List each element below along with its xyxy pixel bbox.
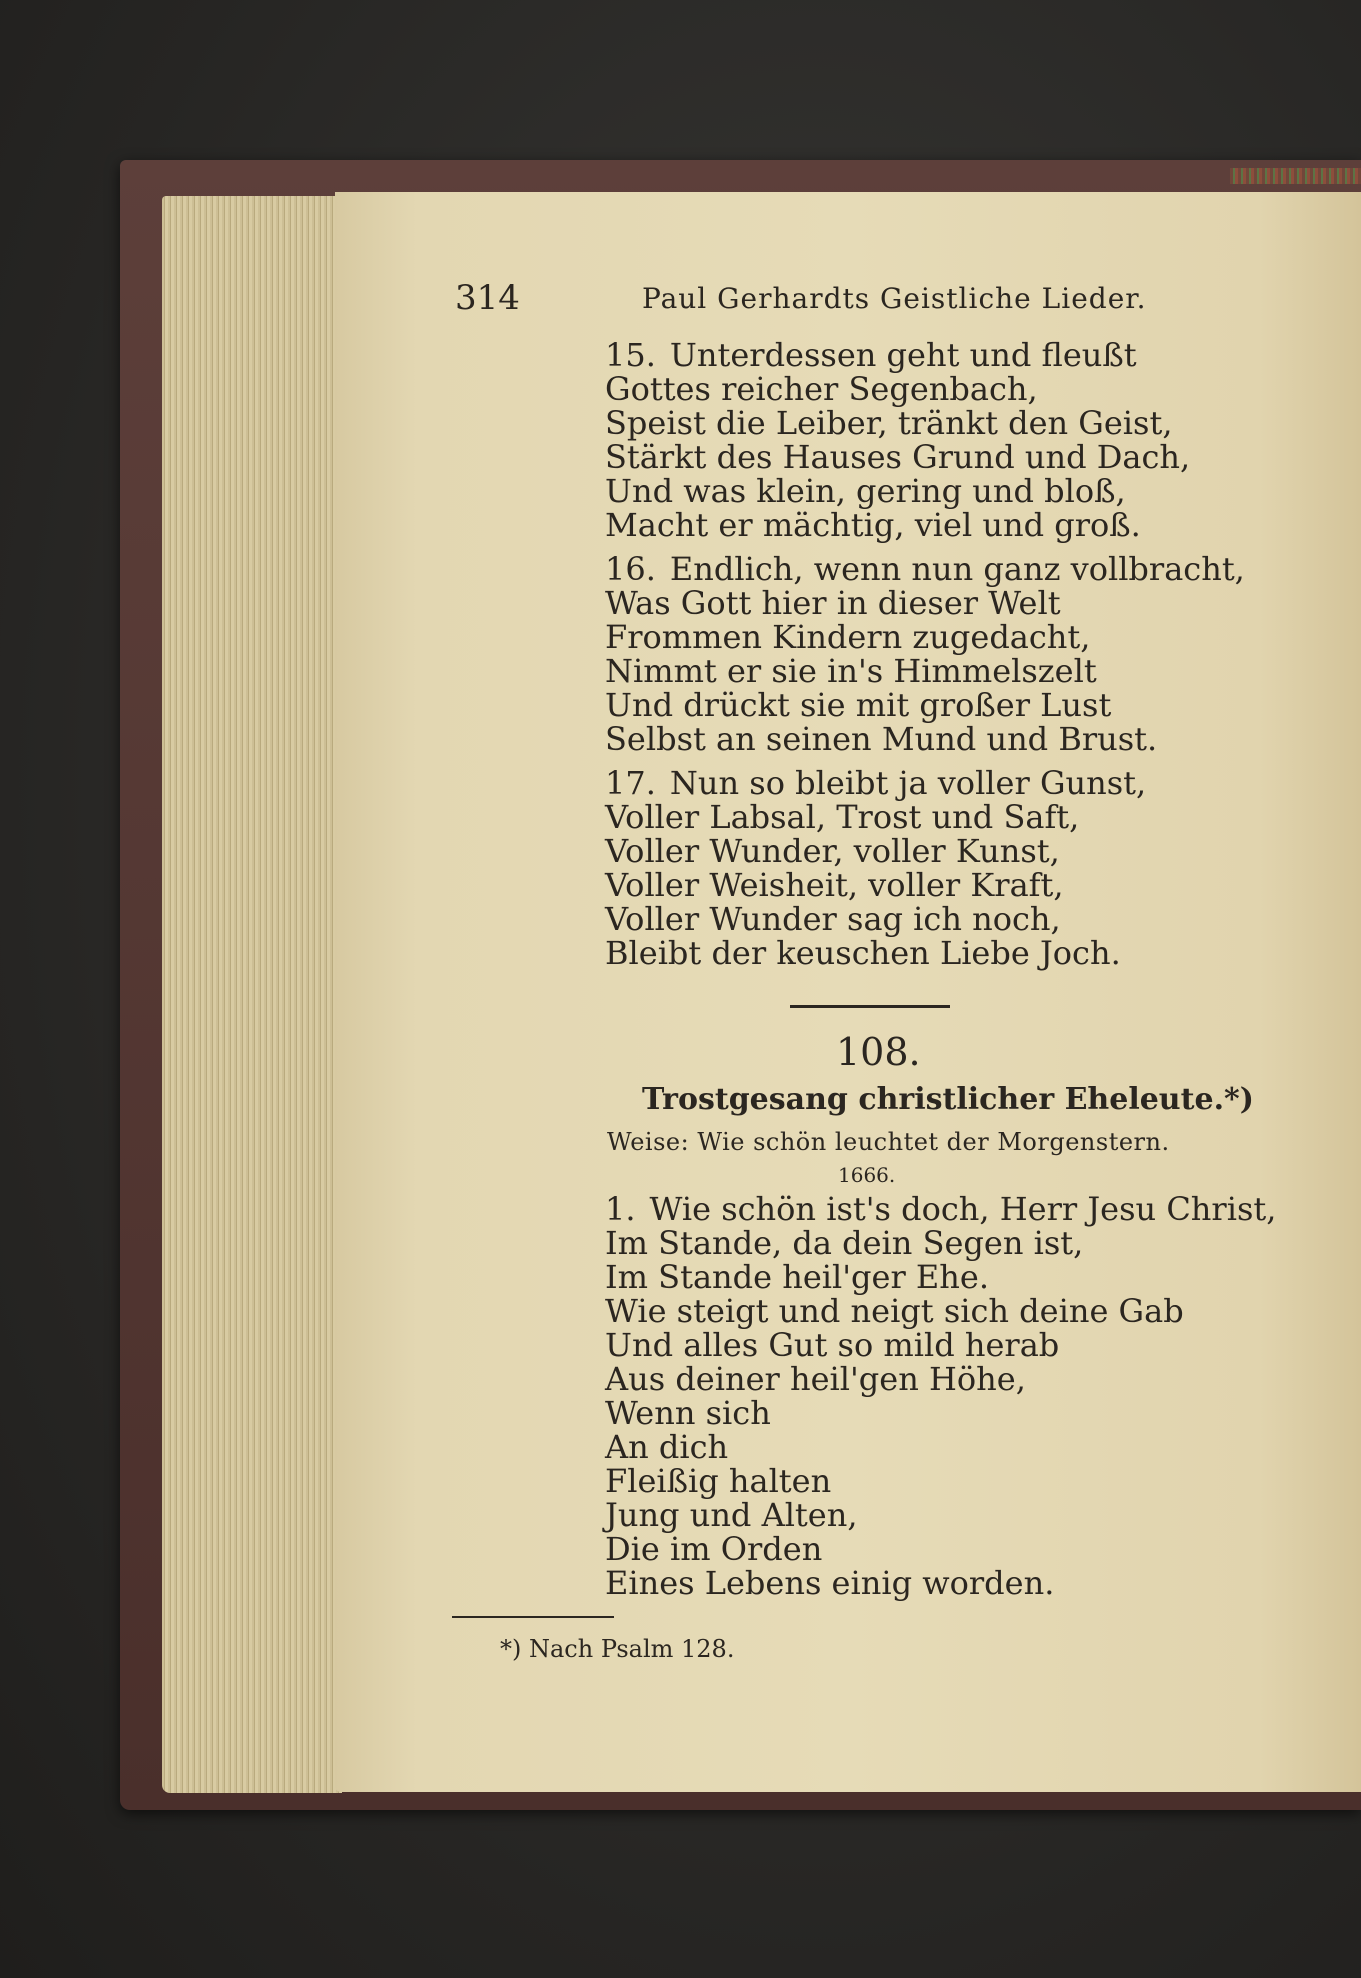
stanza-line: 17. Nun so bleibt ja voller Gunst, [605, 764, 1147, 802]
stanza-line: Wenn sich [605, 1394, 771, 1432]
stanza-line: 15. Unterdessen geht und fleußt [605, 336, 1137, 374]
stanza-number: 1. [605, 1190, 636, 1228]
stanza-line: Voller Wunder sag ich noch, [605, 900, 1061, 938]
stanza-line: Frommen Kindern zugedacht, [605, 618, 1091, 656]
stanza-line: Und was klein, gering und bloß, [605, 472, 1126, 510]
hymn-title: Trostgesang christlicher Eheleute.*) [642, 1082, 1254, 1117]
stanza-line: Die im Orden [605, 1530, 823, 1568]
cover-headband [1230, 168, 1361, 184]
hymn-melody: Weise: Wie schön leuchtet der Morgenstern. [607, 1128, 1170, 1156]
stanza-line: Jung und Alten, [605, 1496, 858, 1534]
stanza-line: Und alles Gut so mild herab [605, 1326, 1060, 1364]
stanza-line: Gottes reicher Segenbach, [605, 370, 1038, 408]
stanza-17 [605, 766, 1146, 970]
stanza-line: 16. Endlich, wenn nun ganz vollbracht, [605, 550, 1245, 588]
stanza-line: Macht er mächtig, viel und groß. [605, 506, 1141, 544]
hymn-stanza-1 [605, 1192, 1276, 1600]
stanza-line: Und drückt sie mit großer Lust [605, 686, 1112, 724]
stanza-line: Fleißig halten [605, 1462, 832, 1500]
footnote-divider [452, 1616, 614, 1618]
stanza-line: Voller Wunder, voller Kunst, [605, 832, 1060, 870]
stanza-line: Was Gott hier in dieser Welt [605, 584, 1061, 622]
stanza-number: 15. [605, 336, 656, 374]
stanza-line: Bleibt der keuschen Liebe Joch. [605, 934, 1121, 972]
running-head: Paul Gerhardts Geistliche Lieder. [642, 282, 1147, 315]
stanza-line: Voller Labsal, Trost und Saft, [605, 798, 1080, 836]
stanza-number: 16. [605, 550, 656, 588]
stanza-line: An dich [605, 1428, 729, 1466]
stanza-line: Im Stande heil'ger Ehe. [605, 1258, 989, 1296]
stanza-line: 1. Wie schön ist's doch, Herr Jesu Christ, [605, 1190, 1277, 1228]
stanza-16 [605, 552, 1245, 756]
stanza-15 [605, 338, 1190, 542]
stanza-line: Aus deiner heil'gen Höhe, [605, 1360, 1026, 1398]
stanza-number: 17. [605, 764, 656, 802]
stanza-line: Im Stande, da dein Segen ist, [605, 1224, 1084, 1262]
stanza-line: Speist die Leiber, tränkt den Geist, [605, 404, 1173, 442]
stanza-line: Voller Weisheit, voller Kraft, [605, 866, 1064, 904]
hymn-number: 108. [836, 1030, 921, 1074]
stanza-line: Wie steigt und neigt sich deine Gab [605, 1292, 1184, 1330]
page-number: 314 [455, 278, 520, 318]
page-edges [162, 196, 342, 1793]
stanza-line: Eines Lebens einig worden. [605, 1564, 1055, 1602]
footnote: *) Nach Psalm 128. [500, 1635, 735, 1663]
stanza-line: Nimmt er sie in's Himmelszelt [605, 652, 1097, 690]
stanza-line: Selbst an seinen Mund und Brust. [605, 720, 1158, 758]
stanza-line: Stärkt des Hauses Grund und Dach, [605, 438, 1191, 476]
section-divider [790, 1005, 950, 1008]
hymn-year: 1666. [838, 1163, 896, 1187]
